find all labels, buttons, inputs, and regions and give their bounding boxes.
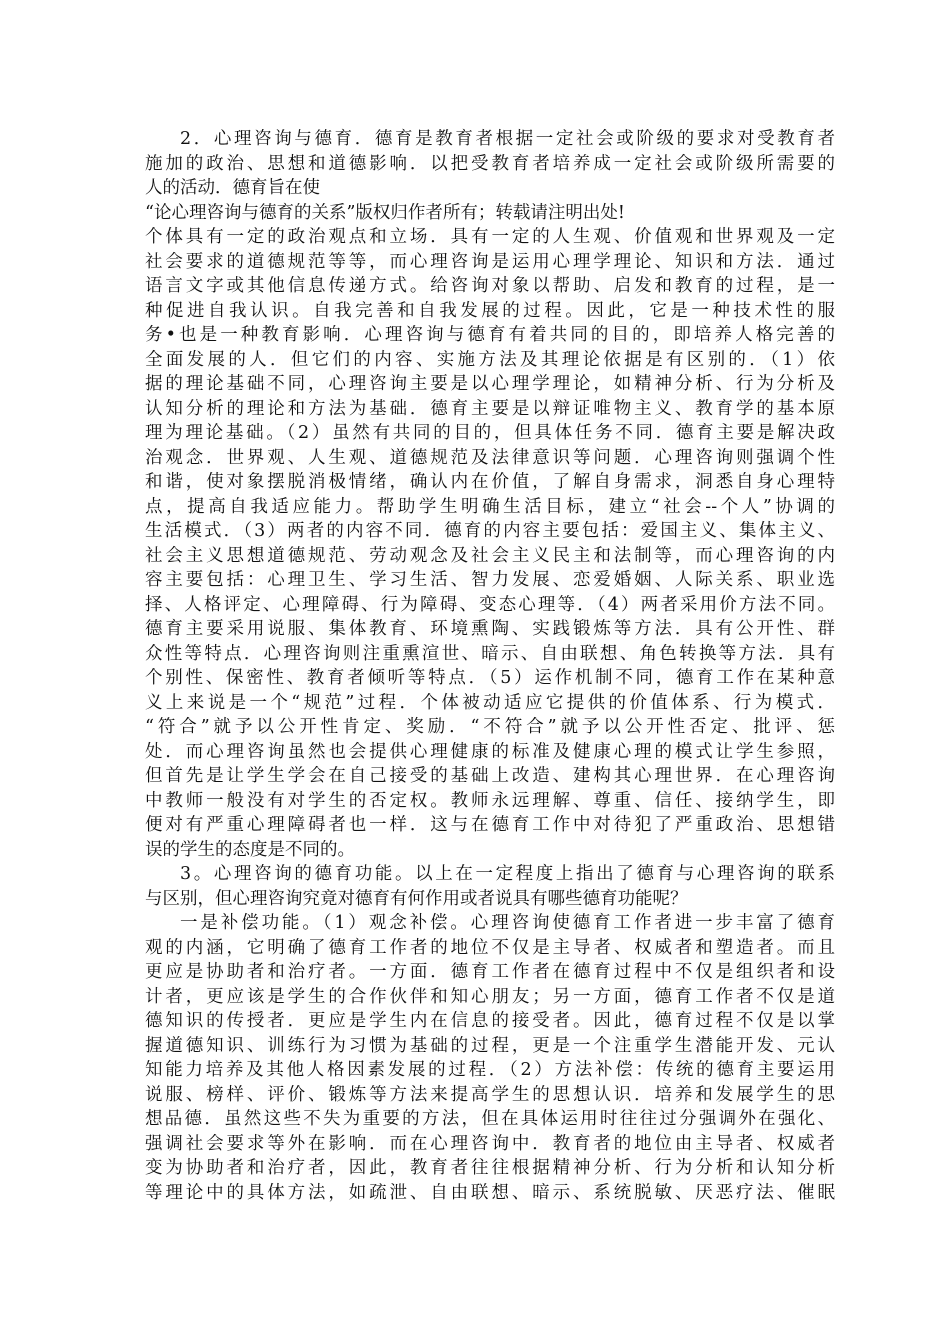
text-line: 说服、榜样、评价、锻炼等方法来提高学生的思想认识．培养和发展学生的思 — [145, 1084, 835, 1105]
text-line: 一是补偿功能。（1）观念补偿。心理咨询使德育工作者进一步丰富了德育 — [180, 913, 835, 933]
text-line: 知能力培养及其他人格因素发展的过程．（2）方法补偿：传统的德育主要运用 — [145, 1060, 835, 1080]
text-line: 强调社会要求等外在影响．而在心理咨询中．教育者的地位由主导者、权威者 — [145, 1133, 835, 1154]
text-line: 语言文字或其他信息传递方式。给咨询对象以帮助、启发和教育的过程，是一 — [145, 276, 835, 296]
text-line: 义上来说是一个“规范”过程．个体被动适应它提供的价值体系、行为模式． — [145, 692, 835, 713]
text-line: 想品德．虽然这些不失为重要的方法，但在具体运用时往往过分强调外在强化、 — [145, 1109, 835, 1129]
text-line: 容主要包括：心理卫生、学习生活、智力发展、恋爱婚姻、人际关系、职业选 — [145, 570, 835, 590]
text-line: 生活模式．（3）两者的内容不同．德育的内容主要包括：爱国主义、集体主义、 — [145, 521, 835, 541]
text-line: 施加的政治、思想和道德影响．以把受教育者培养成一定社会或阶级所需要的 — [145, 153, 835, 174]
text-line: 和谐，使对象摆脱消极情绪，确认内在价值，了解自身需求，洞悉自身心理特 — [145, 472, 835, 492]
text-line: 点，提高自我适应能力。帮助学生明确生活目标，建立“社会--个人”协调的 — [145, 496, 835, 517]
text-line: 便对有严重心理障碍者也一样．这与在德育工作中对待犯了严重政治、思想错 — [145, 815, 835, 835]
text-line: 社会主义思想道德规范、劳动观念及社会主义民主和法制等，而心理咨询的内 — [145, 545, 835, 566]
text-line: 个别性、保密性、教育者倾听等特点．（5）运作机制不同，德育工作在某种意 — [145, 668, 835, 688]
text-line: “论心理咨询与德育的关系”版权归作者所有；转载请注明出处! — [145, 202, 625, 223]
text-line: 更应是协助者和治疗者。一方面．德育工作者在德育过程中不仅是组织者和设 — [145, 962, 835, 982]
text-line: 众性等特点．心理咨询则注重熏渲世、暗示、自由联想、角色转换等方法．具有 — [145, 643, 835, 664]
text-line: 个体具有一定的政治观点和立场．具有一定的人生观、价值观和世界观及一定 — [145, 227, 835, 247]
text-line: 种促进自我认识。自我完善和自我发展的过程。因此，它是一种技术性的服 — [145, 300, 835, 321]
text-line: 等理论中的具体方法，如疏泄、自由联想、暗示、系统脱敏、厌恶疗法、催眠 — [145, 1182, 835, 1203]
text-line: “符合”就予以公开性肯定、奖励．“不符合”就予以公开性否定、批评、惩 — [145, 717, 835, 737]
text-line: 2．心理咨询与德育．德育是教育者根据一定社会或阶级的要求对受教育者 — [180, 129, 835, 149]
text-line: 但首先是让学生学会在自己接受的基础上改造、建构其心理世界．在心理咨询 — [145, 766, 835, 786]
text-line: 据的理论基础不同，心理咨询主要是以心理学理论，如精神分析、行为分析及 — [145, 374, 835, 394]
text-line: 观的内涵，它明确了德育工作者的地位不仅是主导者、权威者和塑造者。而且 — [145, 937, 835, 958]
text-line: 计者，更应该是学生的合作伙伴和知心朋友；另一方面，德育工作者不仅是道 — [145, 986, 835, 1007]
text-line: 变为协助者和治疗者，因此，教育者往往根据精神分析、行为分析和认知分析 — [145, 1158, 835, 1178]
text-line: 理为理论基础。（2）虽然有共同的目的，但具体任务不同．德育主要是解决政 — [145, 423, 835, 443]
text-line: 择、人格评定、心理障碍、行为障碍、变态心理等．（4）两者采用价方法不同。 — [145, 594, 835, 615]
text-line: 与区别，但心理咨询究竟对德育有何作用或者说具有哪些德育功能呢？ — [145, 888, 688, 909]
text-line: 全面发展的人．但它们的内容、实施方法及其理论依据是有区别的．（1）依 — [145, 349, 835, 370]
text-line: 德育主要采用说服、集体教育、环境熏陶、实践锻炼等方法．具有公开性、群 — [145, 619, 835, 639]
text-line: 德知识的传授者．更应是学生内在信息的接受者。因此，德育过程不仅是以掌 — [145, 1011, 835, 1031]
text-line: 务•也是一种教育影响．心理咨询与德育有着共同的目的，即培养人格完善的 — [145, 325, 835, 345]
text-line: 3。心理咨询的德育功能。以上在一定程度上指出了德育与心理咨询的联系 — [180, 864, 835, 884]
text-line: 握道德知识、训练行为习惯为基础的过程，更是一个注重学生潜能开发、元认 — [145, 1035, 835, 1056]
text-line: 认知分析的理论和方法为基础．德育主要是以辩证唯物主义、教育学的基本原 — [145, 398, 835, 419]
text-line: 社会要求的道德规范等等，而心理咨询是运用心理学理论、知识和方法．通过 — [145, 251, 835, 272]
document-body — [145, 127, 835, 1205]
text-line: 治观念．世界观、人生观、道德规范及法律意识等问题．心理咨询则强调个性 — [145, 447, 835, 468]
text-line: 人的活动．德育旨在使 — [145, 178, 320, 198]
text-line: 误的学生的态度是不同的。 — [145, 839, 355, 860]
text-line: 处．而心理咨询虽然也会提供心理健康的标准及健康心理的模式让学生参照， — [145, 741, 835, 762]
text-line: 中教师一般没有对学生的否定权。教师永远理解、尊重、信任、接纳学生，即 — [145, 790, 835, 811]
